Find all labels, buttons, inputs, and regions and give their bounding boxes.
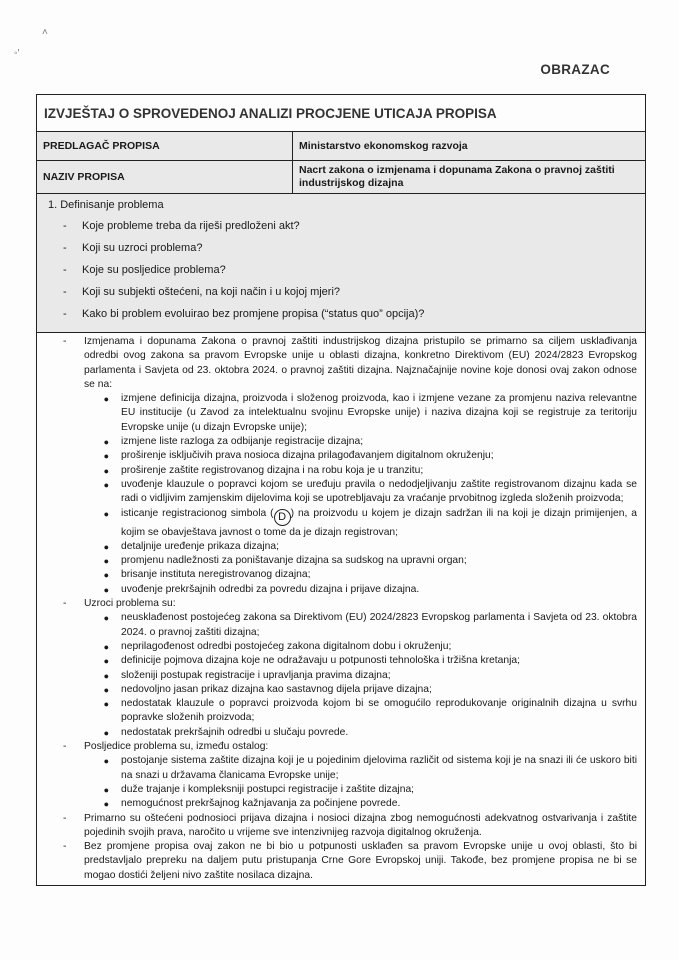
scan-mark: ˄ xyxy=(42,27,48,38)
bullet-item: ● neprilagođenost odredbi postojećeg zakona digitalnom dobu i okruženju; xyxy=(103,640,452,652)
answer-body xyxy=(37,333,645,885)
paragraph: - Primarno su oštećeni podnosioci prijava dizajna i nosioci dizajna zbog nemogućnosti adekvatnog ostvarivanja i zaštite pojedinih svojih prava, naročito u vrijeme sve intenzivnijeg razvoja digitalnog okruženja. xyxy=(63,812,637,838)
question-item: - Koji su subjekti oštećeni, na koji način i u kojoj mjeri? xyxy=(63,286,341,298)
proposer-value: Ministarstvo ekonomskog razvoja xyxy=(299,139,468,152)
section-title: 1. Definisanje problema xyxy=(48,199,164,211)
paragraph: - Uzroci problema su: xyxy=(63,598,176,610)
bullet-item: ● uvođenje klauzule o popravci kojom se uređuju pravila o nedodjeljivanju zaštite registrovanom dizajnu kada se radi o vidljivim zamjenskim dijelovima koji se upotrebljavaju za vraćanje prvobitnog izgleda složenih proizvoda; xyxy=(103,478,637,505)
bullet-item: ● izmjene definicija dizajna, proizvoda i složenog proizvoda, kao i izmjene vezane za promjenu naziva relevantne EU institucije (u Zavod za intelektualnu svojinu Evropske unije) i naziva dizajna koji se registruje za teritoriju Evropske unije (u dizajn Evropske unije); xyxy=(103,393,637,433)
bullet-item: ● brisanje instituta neregistrovanog dizajna; xyxy=(103,569,311,581)
bullet-item: ● nedostatak klauzule o popravci proizvoda kojom bi se omogućilo reprodukovanje originalnih dizajna u svrhu popravke složenih proizvoda; xyxy=(103,698,637,724)
question-item: - Koje probleme treba da riješi predloženi akt? xyxy=(63,220,300,232)
bullet-item: ● izmjene liste razloga za odbijanje registracije dizajna; xyxy=(103,436,364,448)
registered-design-symbol-icon: D xyxy=(274,509,291,526)
bullet-item: ● duže trajanje i kompleksniji postupci registracije i zaštite dizajna; xyxy=(103,783,415,795)
report-title: IZVJEŠTAJ O SPROVEDENOJ ANALIZI PROCJENE UTICAJA PROPISA xyxy=(37,95,645,132)
paragraph: - Posljedice problema su, između ostalog: xyxy=(63,741,269,753)
paragraph: - Izmjenama i dopunama Zakona o pravnoj zaštiti industrijskog dizajna pristupilo se primarno sa ciljem usklađivanja odredbi ovog zakona sa pravom Evropske unije u oblasti dizajna, konkretno Direktivom (EU) 2024/2823 Evropskog parlamenta i Savjeta od 23. oktobra 2024. o pravnoj zaštiti dizajna. Najznačajnije novine koje donosi ovaj zakon odnose se na: xyxy=(63,336,637,390)
bullet-item: ● složeniji postupak registracije i upravljanja pravima dizajna; xyxy=(103,669,391,681)
report-frame xyxy=(36,94,646,886)
proposer-label: PREDLAGAČ PROPISA xyxy=(37,132,293,160)
bullet-item: ● definicije pojmova dizajna koje ne odražavaju u potpunosti tehnološka i tržišna kretanja; xyxy=(103,655,520,667)
bullet-item: ● proširenje isključivih prava nosioca dizajna prilagođavanjem digitalnom okruženju; xyxy=(103,450,494,462)
paragraph: - Bez promjene propisa ovaj zakon ne bi bio u potpunosti usklađen sa pravom Evropske unije u ovoj oblasti, što bi predstavljalo prepreku na daljem putu pristupanja Crne Gore Evropskoj uniji. Takođe, bez promjene propisa ne bi se mogao dostići željeni nivo zaštite nosilaca dizajna. xyxy=(63,841,637,881)
scan-mark: ◦′ xyxy=(14,48,20,59)
bullet-item: ● promjenu nadležnosti za poništavanje dizajna sa sudskog na upravni organ; xyxy=(103,555,467,567)
bullet-item: ● uvođenje prekršajnih odredbi za povredu dizajna i prijave dizajna. xyxy=(103,583,420,595)
regulation-name-value: Nacrt zakona o izmjenama i dopunama Zakona o pravnoj zaštiti industrijskog dizajna xyxy=(299,164,615,189)
bullet-item: ● neusklađenost postojećeg zakona sa Direktivom (EU) 2024/2823 Evropskog parlamenta i Savjeta od 23. oktobra 2024. o pravnoj zaštiti dizajna; xyxy=(103,612,637,638)
form-label: OBRAZAC xyxy=(540,62,610,77)
bullet-item: ● nemogućnost prekršajnog kažnjavanja za počinjene povrede. xyxy=(103,798,401,810)
bullet-item: ● proširenje zaštite registrovanog dizajna i na robu koja je u tranzitu; xyxy=(103,464,424,476)
bullet-item: ● detaljnije uređenje prikaza dizajna; xyxy=(103,540,279,552)
question-item: - Kako bi problem evoluirao bez promjene propisa (“status quo” opcija)? xyxy=(63,308,425,320)
question-item: - Koji su uzroci problema? xyxy=(63,242,203,254)
regulation-name-row xyxy=(37,161,645,194)
bullet-item: ● postojanje sistema zaštite dizajna koji je u pojedinim djelovima različit od sistema koji je na snazi ili će uskoro biti na snazi u državama članicama Evropske unije; xyxy=(103,755,637,781)
section-problem-definition xyxy=(37,194,645,333)
bullet-item: ● isticanje registracionog simbola ( D ) na proizvodu u kojem je dizajn sadržan ili na koji je dizajn primijenjen, a kojim se obavještava javnost o tome da je dizajn registrovan; xyxy=(103,507,637,538)
proposer-row xyxy=(37,132,645,161)
question-item: - Koje su posljedice problema? xyxy=(63,264,226,276)
bullet-item: ● nedostatak prekršajnih odredbi u slučaju povrede. xyxy=(103,726,349,738)
regulation-name-label: NAZIV PROPISA xyxy=(37,161,293,193)
bullet-item: ● nedovoljno jasan prikaz dizajna kao sastavnog dijela prijave dizajna; xyxy=(103,683,432,695)
